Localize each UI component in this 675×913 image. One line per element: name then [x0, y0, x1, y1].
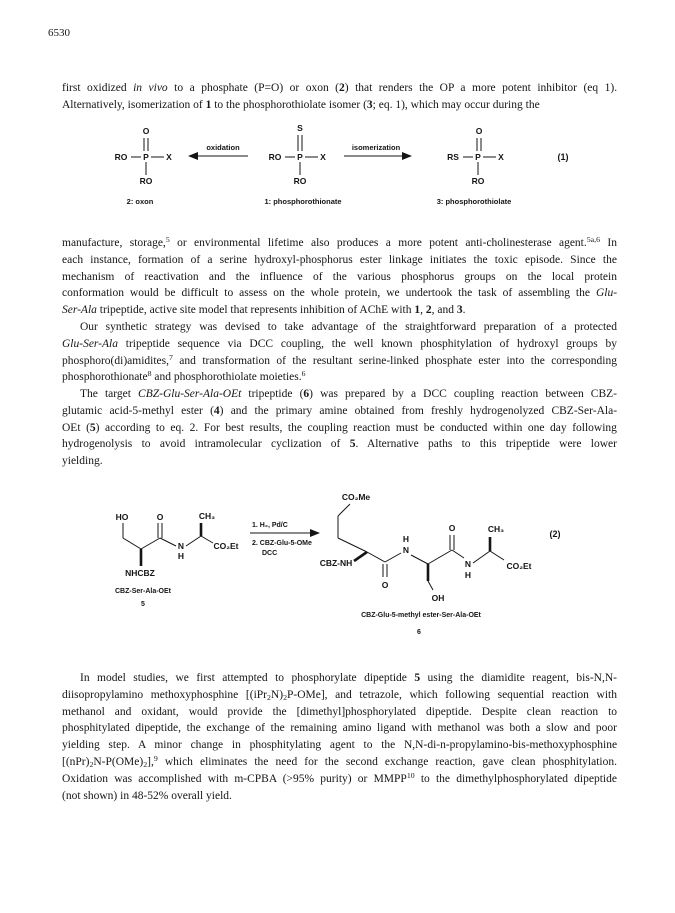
- text-run: ; eq. 1), which may occur during the: [372, 98, 540, 111]
- atom-label: H: [464, 570, 472, 580]
- compound-number: 6: [303, 388, 310, 400]
- subscript: 2: [283, 692, 287, 702]
- text-line: [62, 369, 617, 386]
- atom-label: RO: [114, 152, 128, 162]
- compound-number: 5: [89, 421, 96, 434]
- text-run: and phosphorothiolate moieties.: [151, 371, 302, 384]
- reference-superscript: 9: [153, 754, 158, 764]
- reference-superscript: 5a,6: [586, 235, 600, 245]
- atom-label: O: [475, 126, 483, 136]
- paragraph-2: [62, 235, 617, 319]
- text-run: diisopropylamino methoxyphosphine [(iPr: [62, 688, 268, 701]
- line-text: [62, 237, 617, 249]
- text-run: (not shown) in 48-52% overall yield.: [62, 789, 232, 802]
- italic-text: in vivo: [133, 82, 168, 94]
- text-line: [62, 269, 617, 286]
- oxon-structure: [115, 126, 173, 206]
- atom-label: X: [320, 152, 326, 162]
- text-line: [62, 319, 617, 336]
- atom-label: RO: [139, 176, 153, 186]
- line-text: [62, 722, 617, 734]
- line-text: [62, 790, 232, 802]
- line-text: [62, 371, 306, 383]
- atom-label: CH₃: [487, 524, 505, 534]
- text-run: , and: [431, 304, 457, 317]
- compound-number: 1: [414, 304, 421, 317]
- subscript: 2: [267, 692, 271, 702]
- paragraph-1: [62, 80, 617, 114]
- atom-label: OH: [431, 593, 445, 603]
- compound-number: 5: [414, 672, 421, 684]
- condition-reagent: DCC: [262, 550, 278, 557]
- text-run: Oxidation was accomplished with m-CPBA (>95% purity) or MMPP: [62, 772, 407, 785]
- text-run: tripeptide sequence via DCC coupling, the well known phosphitylation of hydroxyl groups by: [117, 337, 617, 350]
- line-text: [62, 304, 465, 316]
- text-run: ,: [420, 304, 426, 317]
- paragraph-5: [62, 670, 617, 804]
- equation-2: [115, 492, 561, 636]
- text-run: N-P(OMe): [93, 755, 144, 768]
- compound-number: 4: [213, 404, 220, 417]
- text-run: manufacture, storage,: [62, 237, 166, 249]
- text-line: [62, 788, 617, 805]
- text-run: tripeptide, active site model that represents inhibition of AChE with: [96, 304, 415, 317]
- bond: [473, 551, 490, 563]
- text-run: phosphitylated dipeptide, the exchange of the remaining amino ligand with methanol was both a slow and poor: [62, 722, 617, 735]
- text-run: and transformation of the resultant serine-linked phosphate ester into the corresponding: [172, 354, 617, 367]
- text-run: phosphorothionate: [62, 371, 148, 384]
- arrow-head: [310, 529, 320, 537]
- arrow-label: isomerization: [351, 143, 401, 152]
- text-line: [62, 720, 617, 737]
- reference-superscript: 6: [301, 369, 306, 379]
- text-line: [62, 704, 617, 721]
- atom-label: CO₂Et: [213, 541, 239, 551]
- text-run: In model studies, we first attempted to phosphorylate dipeptide: [80, 672, 415, 684]
- text-line: [62, 97, 617, 114]
- text-line: [62, 771, 617, 788]
- text-line: [62, 436, 617, 453]
- paragraph-4: [62, 386, 617, 470]
- compound-name: CBZ-Ser-Ala-OEt: [114, 588, 172, 595]
- atom-label: O: [448, 523, 456, 533]
- text-line: [62, 670, 617, 687]
- line-text: [62, 422, 617, 434]
- text-run: P-OMe], and tetrazole, which following sequential reaction with: [286, 688, 617, 701]
- reaction-arrow-left: [188, 143, 248, 160]
- text-line: [62, 754, 617, 771]
- text-line: [62, 235, 617, 252]
- compound-number: 3: [366, 98, 373, 111]
- line-text: [80, 321, 617, 333]
- phosphorothionate-structure: [264, 123, 341, 206]
- reference-superscript: 7: [169, 352, 173, 362]
- line-text: [62, 438, 617, 450]
- text-line: [62, 687, 617, 704]
- compound-name: CBZ-Glu-5-methyl ester-Ser-Ala-OEt: [361, 612, 481, 619]
- text-line: [62, 737, 617, 754]
- text-line: [62, 403, 617, 420]
- bond: [385, 553, 401, 562]
- text-run: conformation would be difficult to assess on the whole protein, we undertook the task of assembling the: [62, 287, 596, 300]
- atom-label: O: [381, 580, 389, 590]
- italic-text: Ser-Ala: [62, 304, 97, 317]
- compound-label: 2: oxon: [126, 197, 154, 206]
- bond: [428, 550, 452, 564]
- line-text: [80, 672, 617, 684]
- atom-label: P: [297, 152, 303, 162]
- line-text: [62, 338, 617, 350]
- bond: [338, 538, 367, 552]
- text-run: yielding.: [62, 455, 103, 468]
- atom-label: CO₂Me: [341, 492, 371, 502]
- text-run: using the diamidite reagent, bis-N,N-: [420, 672, 617, 684]
- reaction-arrow-right: [344, 143, 412, 160]
- line-text: [62, 287, 617, 299]
- text-run: [(nPr): [62, 755, 90, 768]
- line-text: [62, 706, 617, 718]
- text-run: phosphoro(di)amidites,: [62, 354, 169, 367]
- atom-label: S: [297, 123, 303, 133]
- text-run: glutamic acid-5-methyl ester (: [62, 404, 214, 417]
- atom-label: RS: [447, 152, 459, 162]
- text-run: . Alternative paths to this tripeptide were lower: [355, 438, 617, 451]
- text-run: ) was prepared by a DCC coupling reaction between CBZ-: [309, 388, 617, 400]
- line-text: [62, 271, 617, 283]
- line-text: [62, 254, 617, 266]
- atom-label: NHCBZ: [125, 568, 155, 578]
- text-run: Our synthetic strategy was devised to take advantage of the straightforward preparation of a protected: [80, 321, 618, 333]
- atom-label: H: [402, 534, 410, 544]
- atom-label: P: [475, 152, 481, 162]
- condition-step-2: 2. CBZ-Glu-5-OMe: [252, 540, 312, 547]
- line-text: [62, 352, 617, 367]
- subscript: 2: [89, 759, 94, 769]
- text-line: [62, 353, 617, 370]
- line-text: [62, 82, 617, 94]
- bond: [367, 552, 385, 562]
- atom-label: N: [402, 545, 410, 555]
- text-run: hydrogenolysis to avoid intramolecular cyclization of: [62, 438, 350, 451]
- phosphorothiolate-structure: [437, 126, 512, 206]
- compound-label: 3: phosphorothiolate: [436, 197, 512, 206]
- text-line: [62, 252, 617, 269]
- bond: [160, 538, 176, 546]
- text-run: mechanism of reactivation and the influence of the various phosphorus groups on the local protein: [62, 270, 617, 283]
- compound-number: 6: [417, 629, 421, 636]
- atom-label: X: [498, 152, 504, 162]
- condition-step-1: 1. H₂, Pd/C: [252, 522, 288, 529]
- atom-label: N: [177, 541, 185, 551]
- bond: [428, 581, 433, 590]
- bond: [411, 555, 428, 564]
- text-run: The target: [80, 388, 139, 400]
- atom-label: RO: [268, 152, 282, 162]
- arrow-label: oxidation: [206, 143, 240, 152]
- atom-label: HO: [115, 512, 129, 522]
- atom-label: CBZ-NH: [319, 558, 353, 568]
- text-line: [62, 336, 617, 353]
- bond: [452, 550, 464, 558]
- text-line: [62, 386, 617, 403]
- line-text: [62, 689, 617, 701]
- atom-label: RO: [471, 176, 485, 186]
- text-run: to a phosphate (P=O) or oxon (: [167, 82, 340, 94]
- atom-label: X: [166, 152, 172, 162]
- bond: [490, 551, 504, 560]
- subscript: 2: [143, 759, 148, 769]
- line-text: [62, 739, 617, 751]
- bond: [123, 538, 141, 549]
- reference-superscript: 10: [406, 770, 415, 780]
- text-line: [62, 285, 617, 302]
- text-run: or environmental lifetime also produces a more potent anti-cholinesterase agent.: [169, 237, 587, 249]
- atom-label: P: [143, 152, 149, 162]
- reaction-arrow-conditions: [250, 522, 320, 557]
- compound-number: 2: [339, 82, 345, 94]
- line-text: [62, 770, 617, 785]
- text-line: [62, 420, 617, 437]
- text-run: which eliminates the need for the second exchange reaction, gave clean phosphitylation.: [157, 755, 617, 768]
- text-run: tripeptide (: [241, 388, 304, 400]
- atom-label: RO: [293, 176, 307, 186]
- italic-text: CBZ-Glu-Ser-Ala-OEt: [138, 388, 242, 400]
- equation-1: [115, 123, 569, 206]
- atom-label: O: [156, 512, 164, 522]
- text-run: In: [599, 237, 617, 249]
- compound-number: 5: [349, 438, 356, 451]
- italic-text: Glu-Ser-Ala: [62, 337, 118, 350]
- line-text: [80, 388, 617, 400]
- text-run: .: [462, 304, 466, 317]
- wedge-bond: [354, 552, 367, 561]
- bond: [141, 538, 160, 549]
- text-line: [62, 80, 617, 97]
- bond: [186, 536, 201, 546]
- compound-number: 5: [141, 601, 145, 608]
- compound-label: 1: phosphorothionate: [264, 197, 342, 206]
- atom-label: O: [142, 126, 150, 136]
- text-run: to the phosphorothiolate isomer (: [211, 98, 367, 111]
- compound-number: 3: [456, 304, 463, 317]
- paragraph-3: [62, 319, 617, 386]
- text-run: to the dimethylphosphorylated dipeptide: [414, 772, 617, 785]
- text-line: [62, 453, 617, 470]
- page-number: 6530: [48, 27, 70, 39]
- line-text: [62, 455, 103, 467]
- atom-label: CO₂Et: [506, 561, 532, 571]
- text-run: ],: [147, 755, 154, 768]
- compound-number: 2: [425, 304, 432, 317]
- atom-label: CH₃: [198, 511, 216, 521]
- text-run: ) and the primary amine obtained from freshly hydrogenolyzed CBZ-Ser-Ala-: [219, 404, 618, 417]
- text-run: yielding step. A minor change in phosphitylating agent to the N,N-di-n-propylamino-bis-methoxyphosphine: [62, 739, 618, 752]
- text-run: OEt (: [62, 421, 90, 434]
- text-run: N): [270, 688, 284, 701]
- italic-text: Glu-: [595, 287, 618, 300]
- arrow-head: [402, 152, 412, 160]
- reactant-structure: [115, 511, 239, 608]
- bond: [338, 504, 350, 516]
- line-text: [62, 99, 540, 111]
- arrow-head: [188, 152, 198, 160]
- compound-number: 1: [205, 98, 212, 111]
- text-run: ) according to eq. 2. For best results, the coupling reaction must be conducted within one day following: [95, 421, 617, 434]
- reference-superscript: 8: [147, 369, 152, 379]
- reference-superscript: 5: [165, 235, 170, 245]
- text-line: [62, 302, 617, 319]
- text-run: Alternatively, isomerization of: [62, 98, 206, 111]
- text-run: each instance, formation of a serine hydroxyl-phosphorus ester linkage initiates the toxic episode. Since the: [62, 253, 617, 266]
- equation-number: (2): [549, 529, 561, 539]
- product-structure: [320, 492, 532, 636]
- equation-number: (1): [557, 152, 569, 162]
- line-text: [62, 405, 617, 417]
- text-run: first oxidized: [62, 82, 134, 94]
- atom-label: H: [177, 551, 185, 561]
- bond: [201, 536, 213, 543]
- line-text: [62, 756, 617, 768]
- text-run: methanol and oxidant, would provide the [dimethyl]phosphorylated dipeptide. Despite clean reaction to: [62, 705, 618, 718]
- atom-label: N: [464, 559, 472, 569]
- text-run: ) that renders the OP a more potent inhibitor (eq 1).: [344, 82, 618, 94]
